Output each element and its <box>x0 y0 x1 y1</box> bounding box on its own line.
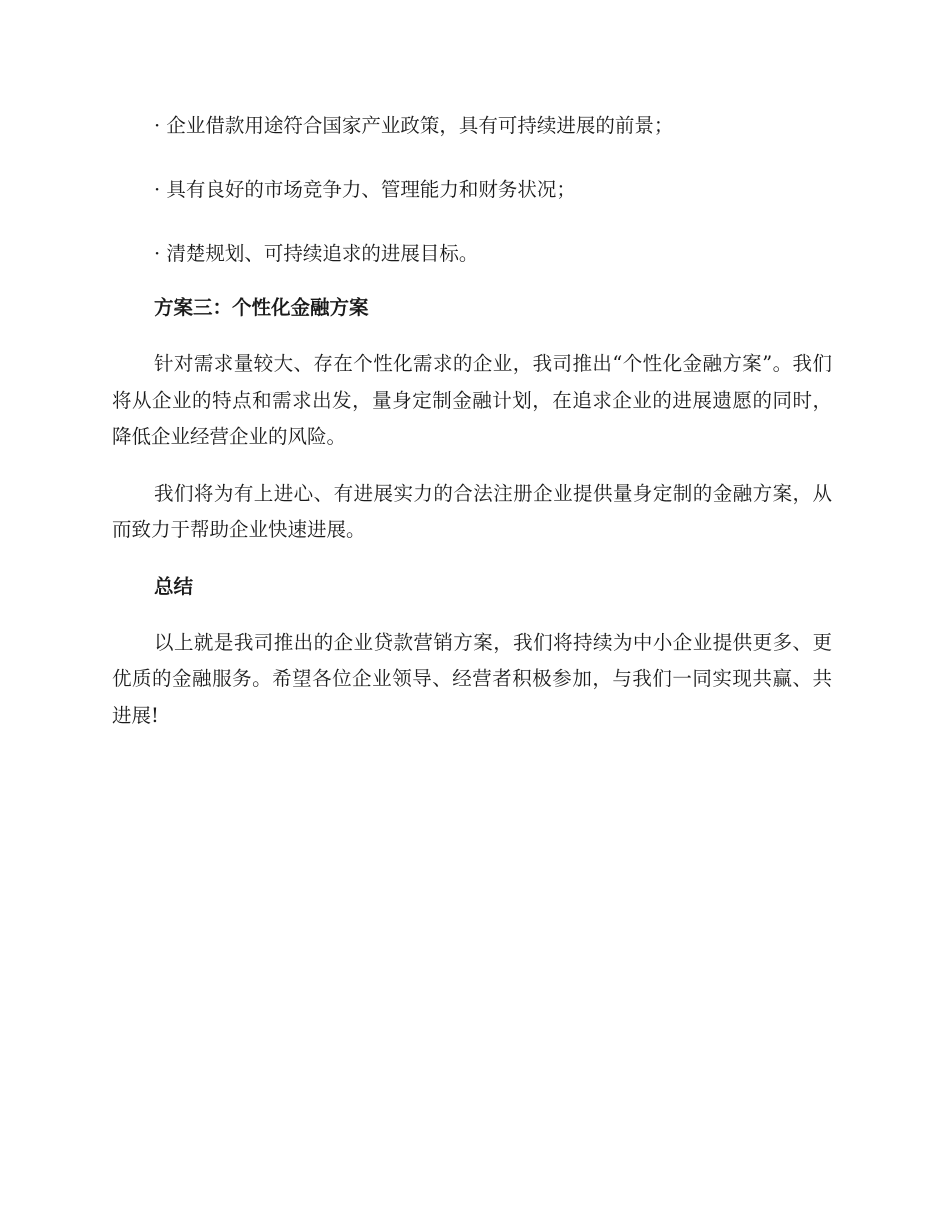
bullet-item-1: · 企业借款用途符合国家产业政策，具有可持续进展的前景； <box>154 114 674 137</box>
document-page <box>112 110 832 754</box>
summary-heading: 总结 <box>154 574 194 598</box>
plan3-heading: 方案三：个性化金融方案 <box>154 296 369 319</box>
bullet-item-3: · 清楚规划、可持续追求的进展目标。 <box>154 242 479 265</box>
bullet-item-2: · 具有良好的市场竞争力、管理能力和财务状况； <box>154 178 576 201</box>
plan3-paragraph-2: 我们将为有上进心、有进展实力的合法注册企业提供量身定制的金融方案，从而致力于帮助企业快速进展。 <box>112 481 832 541</box>
summary-paragraph: 以上就是我司推出的企业贷款营销方案，我们将持续为中小企业提供更多、更优质的金融服务。希望各位企业领导、经营者积极参加，与我们一同实现共赢、共进展! <box>112 630 832 727</box>
plan3-paragraph-1: 针对需求量较大、存在个性化需求的企业，我司推出“个性化金融方案”。我们将从企业的特点和需求出发，量身定制金融计划，在追求企业的进展遗愿的同时，降低企业经营企业的风险。 <box>112 352 832 448</box>
